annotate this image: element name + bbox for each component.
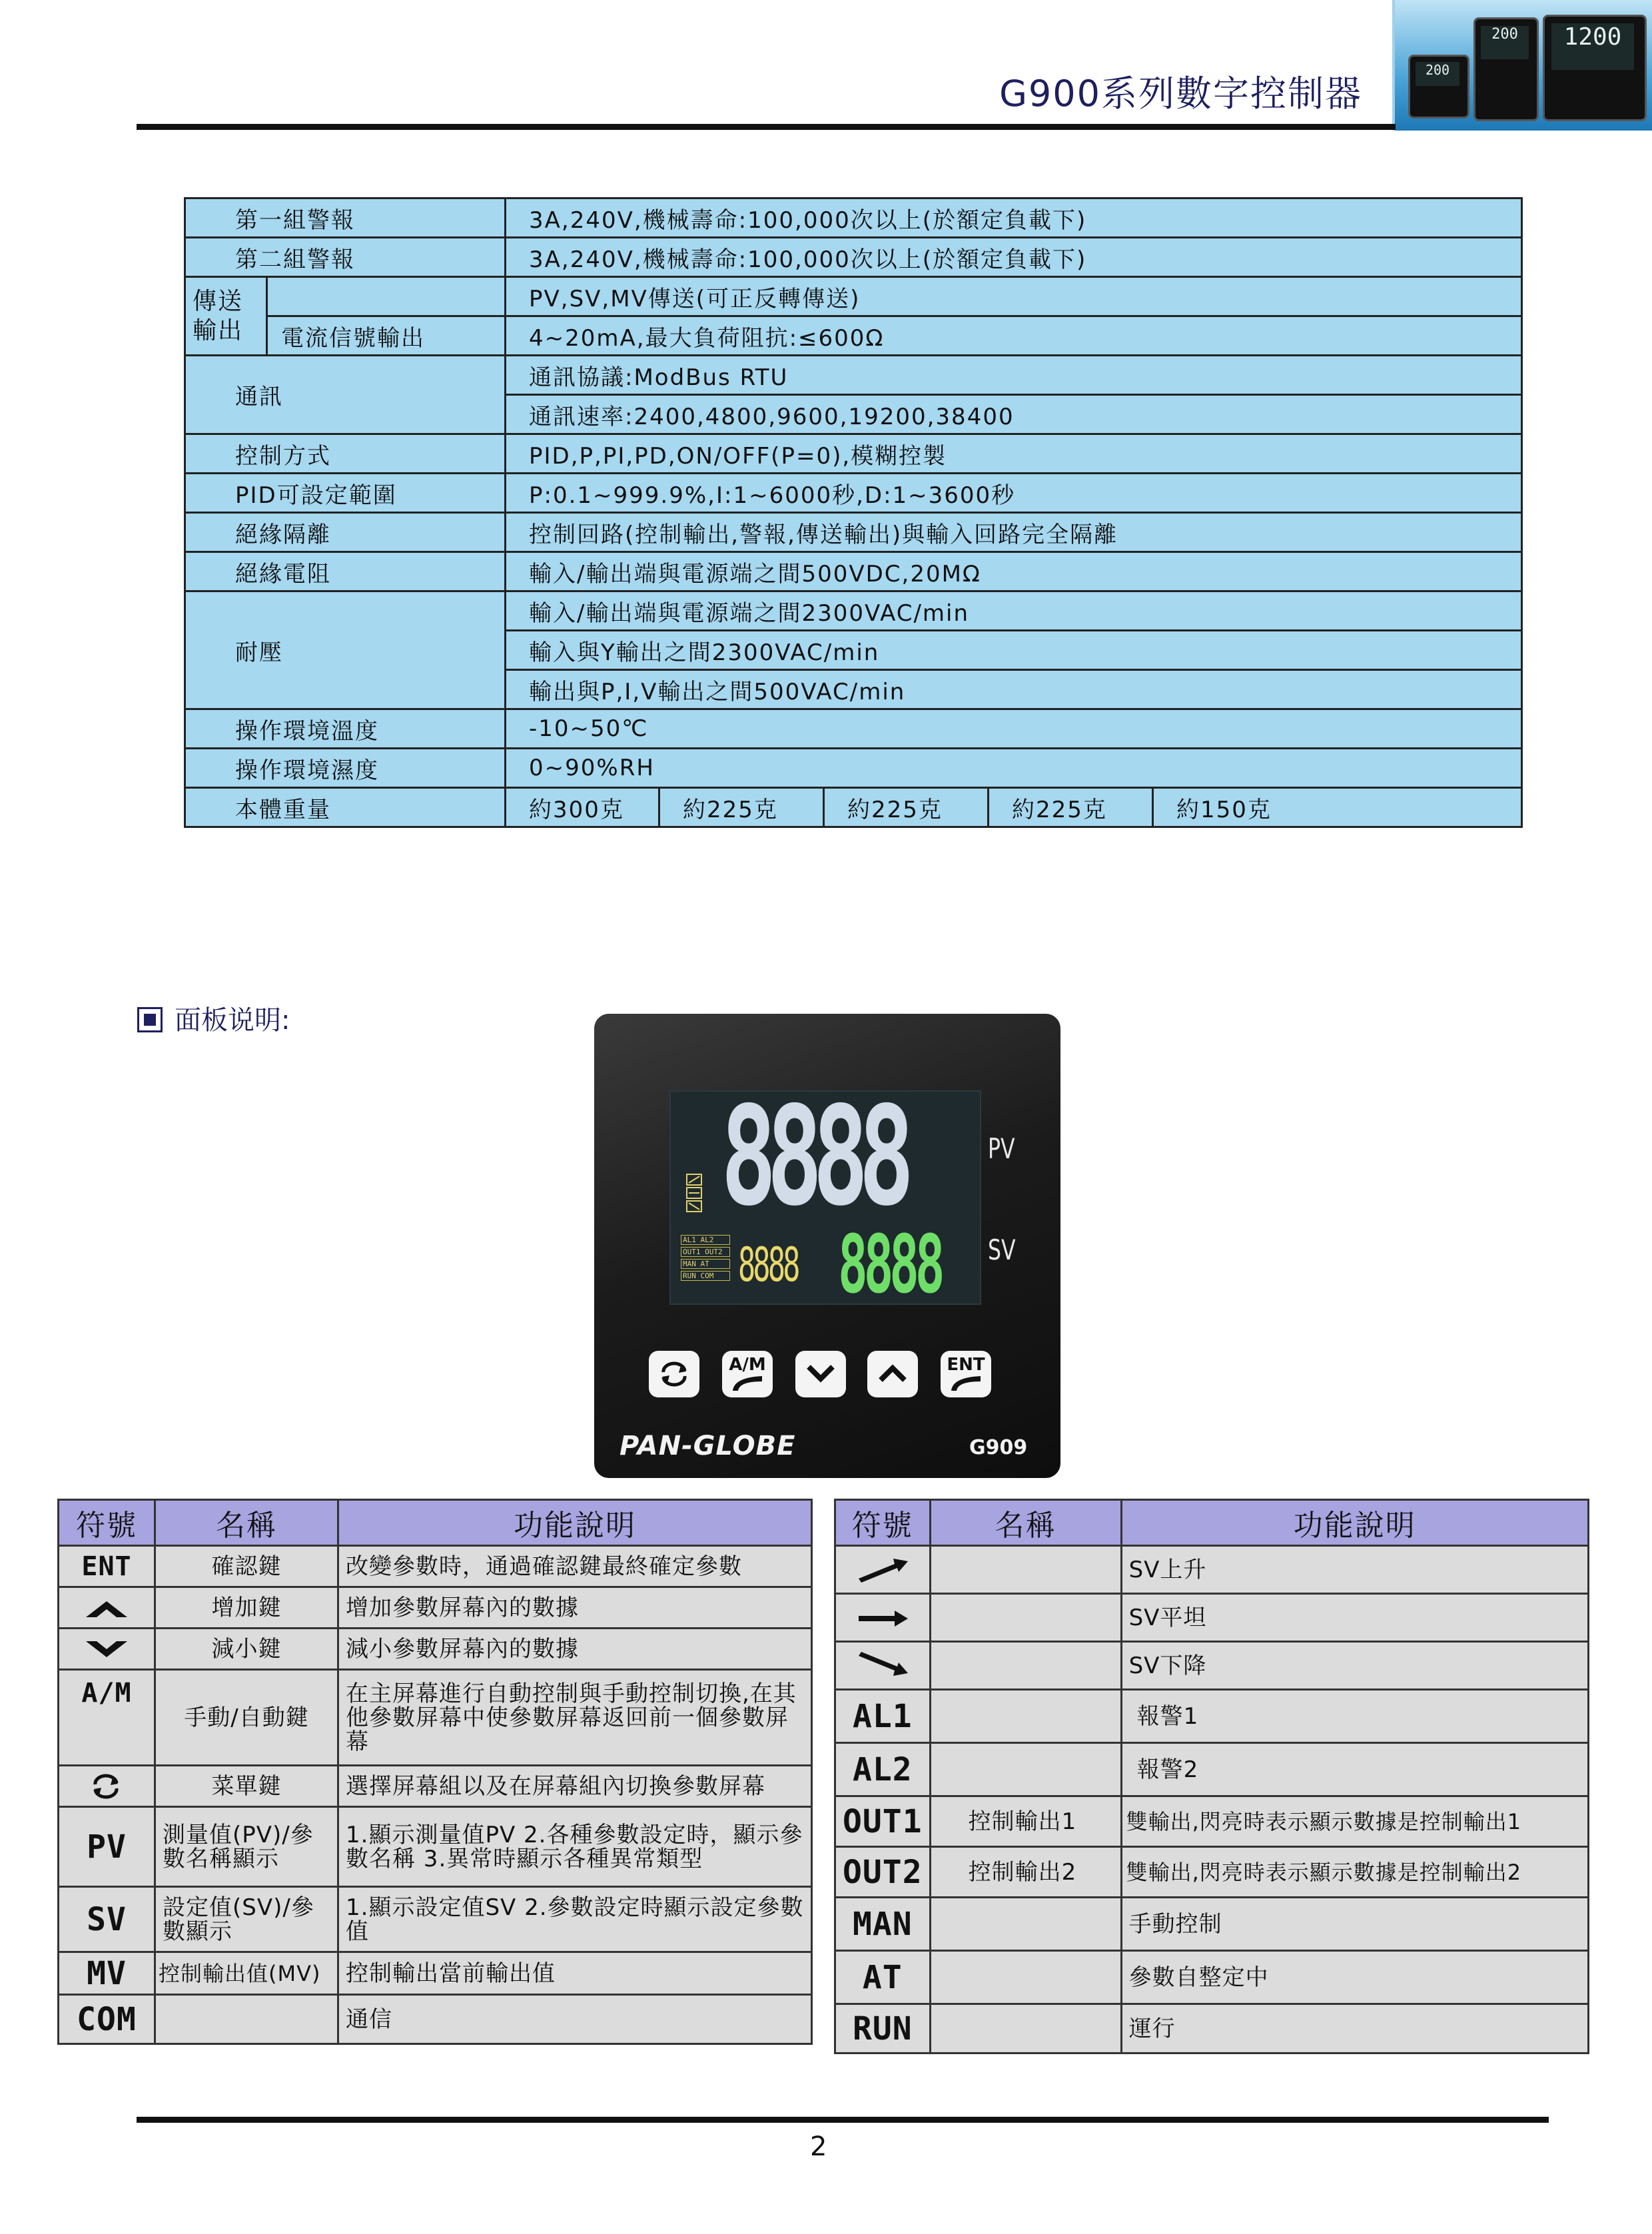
chevron-up-icon: [875, 1359, 910, 1389]
name-cell: [930, 1951, 1121, 2004]
table-row: [835, 1594, 1589, 1642]
spec-value: 3A,240V,機械壽命:100,000次以上(於額定負載下): [506, 238, 1522, 277]
spec-key: 通訊: [185, 356, 506, 434]
symbol-cell: [835, 1642, 931, 1690]
symbol-cell: ENT: [59, 1546, 155, 1587]
cycle-icon: [89, 1772, 125, 1799]
spec-value: 輸入/輸出端與電源端之間2300VAC/min: [506, 591, 1522, 631]
table-row: [185, 552, 1522, 591]
symbol-cell: [59, 1629, 155, 1670]
sv-digits: 8888: [838, 1219, 941, 1311]
thumb-display-medium: 200: [1481, 26, 1529, 59]
desc-cell: SV上升: [1121, 1546, 1588, 1594]
symbol-cell: [835, 1594, 931, 1642]
brand-logo: PAN-GLOBE: [620, 1431, 796, 1461]
spec-value: 4~20mA,最大負荷阻抗:≤600Ω: [506, 316, 1522, 356]
indicator-out: OUT1 OUT2: [681, 1247, 730, 1257]
symbol-cell: A/M: [59, 1670, 155, 1766]
table-row: [59, 1995, 812, 2044]
symbol-cell: [59, 1587, 155, 1629]
symbol-cell: [835, 1546, 931, 1594]
table-header-row: [59, 1500, 812, 1546]
desc-cell: 選擇屏幕組以及在屏幕組內切換參數屏幕: [338, 1766, 812, 1807]
name-cell: 控制輸出1: [930, 1796, 1121, 1847]
spec-value: P:0.1~999.9%,I:1~6000秒,D:1~3600秒: [506, 474, 1522, 513]
section-heading: [137, 999, 290, 1037]
symbol-cell: MAN: [835, 1898, 931, 1951]
name-cell: 手動/自動鍵: [155, 1670, 338, 1766]
chevron-down-icon: [803, 1359, 838, 1389]
table-row: [59, 1952, 812, 1995]
spec-value: -10~50℃: [506, 709, 1522, 749]
spec-table: [184, 197, 1523, 828]
spec-key: PID可設定範圍: [185, 474, 506, 513]
desc-cell: 改變參數時，通過確認鍵最終確定參數: [338, 1546, 812, 1587]
table-row: [835, 1951, 1589, 2004]
desc-cell: 通信: [338, 1995, 812, 2044]
desc-cell: SV下降: [1121, 1642, 1588, 1690]
column-header: 功能說明: [338, 1500, 812, 1546]
spec-value: 輸入與Y輸出之間2300VAC/min: [506, 631, 1522, 670]
table-row: [185, 474, 1522, 513]
desc-cell: 在主屏幕進行自動控制與手動控制切換,在其他參數屏幕中使參數屏幕返回前一個參數屏幕: [338, 1670, 812, 1766]
thumb-device-small: [1408, 55, 1469, 119]
spec-value: 0~90%RH: [506, 749, 1522, 788]
desc-cell: 報警2: [1121, 1743, 1588, 1796]
spec-value: PID,P,PI,PD,ON/OFF(P=0),模糊控製: [506, 434, 1522, 474]
table-row: [185, 709, 1522, 749]
table-row: [185, 513, 1522, 552]
spec-key: 耐壓: [185, 591, 506, 709]
cycle-icon: [657, 1359, 691, 1389]
column-header: 功能說明: [1121, 1500, 1588, 1546]
table-row: [59, 1587, 812, 1629]
table-row: [185, 198, 1522, 238]
spec-value: 輸出與P,I,V輸出之間500VAC/min: [506, 670, 1522, 709]
thumb-display-small: 200: [1416, 62, 1459, 86]
key-swoosh-icon: [949, 1373, 983, 1393]
desc-cell: 增加參數屏幕內的數據: [338, 1587, 812, 1629]
symbol-cell: AL2: [835, 1743, 931, 1796]
spec-value: PV,SV,MV傳送(可正反轉傳送): [506, 277, 1522, 316]
ent-key[interactable]: [941, 1351, 991, 1397]
indicator-run-com: RUN COM: [681, 1271, 730, 1281]
spec-value: 通訊速率:2400,4800,9600,19200,38400: [506, 395, 1522, 434]
down-arrow-icon: [83, 1640, 130, 1660]
symbol-cell: COM: [59, 1995, 155, 2044]
table-row: [835, 1690, 1589, 1743]
name-cell: 菜單鍵: [155, 1766, 338, 1807]
square-bullet-icon: [137, 1007, 163, 1032]
desc-cell: 雙輸出,閃亮時表示顯示數據是控制輸出2: [1121, 1847, 1588, 1898]
down-key[interactable]: [795, 1351, 846, 1397]
name-cell: 增加鍵: [155, 1587, 338, 1629]
status-indicators: [681, 1235, 730, 1283]
table-row: [185, 238, 1522, 277]
am-key[interactable]: [722, 1351, 773, 1397]
name-cell: 控制輸出2: [930, 1847, 1121, 1898]
weight-cell: 約300克: [506, 788, 659, 827]
trend-up-arrow-icon: [856, 1556, 909, 1583]
table-row: [835, 1898, 1589, 1951]
thumb-device-medium: [1473, 17, 1539, 121]
header-rule: [137, 124, 1396, 130]
desc-cell: 1.顯示設定值SV 2.參數設定時顯示設定參數值: [338, 1887, 812, 1952]
name-cell: [930, 1642, 1121, 1690]
table-row: [59, 1766, 812, 1807]
pv-label: PV: [988, 1132, 1015, 1165]
table-row: [59, 1629, 812, 1670]
name-cell: [155, 1995, 338, 2044]
table-row: [185, 316, 1522, 356]
symbol-cell: AT: [835, 1951, 931, 2004]
spec-value: 輸入/輸出端與電源端之間500VDC,20MΩ: [506, 552, 1522, 591]
desc-cell: 控制輸出當前輸出值: [338, 1952, 812, 1995]
table-row: [835, 1796, 1589, 1847]
indicator-function-table: [834, 1499, 1589, 2054]
menu-key[interactable]: [649, 1351, 699, 1397]
column-header: 名稱: [155, 1500, 338, 1546]
spec-key: 控制方式: [185, 434, 506, 474]
symbol-cell: MV: [59, 1952, 155, 1995]
symbol-cell: [59, 1766, 155, 1807]
table-row: [185, 749, 1522, 788]
desc-cell: 參數自整定中: [1121, 1951, 1588, 2004]
name-cell: [930, 1546, 1121, 1594]
spec-key: 絕緣電阻: [185, 552, 506, 591]
trend-down-arrow-icon: [856, 1652, 909, 1678]
table-row: [185, 356, 1522, 395]
symbol-cell: PV: [59, 1807, 155, 1887]
spec-value: 控制回路(控制輸出,警報,傳送輸出)與輸入回路完全隔離: [506, 513, 1522, 552]
column-header: 符號: [835, 1500, 931, 1546]
weight-cell: 約225克: [824, 788, 989, 827]
name-cell: 控制輸出值(MV): [155, 1952, 338, 1995]
thumb-device-large: [1543, 15, 1647, 121]
thumb-display-large: 1200: [1551, 23, 1634, 70]
table-header-row: [835, 1500, 1589, 1546]
spec-key: 第一組警報: [185, 198, 506, 238]
spec-key: 本體重量: [185, 788, 506, 827]
spec-key: 第二組警報: [185, 238, 506, 277]
name-cell: [930, 1743, 1121, 1796]
page-number: 2: [810, 2131, 827, 2162]
sv-label: SV: [988, 1234, 1016, 1266]
weight-cell: 約225克: [989, 788, 1153, 827]
spec-value: 3A,240V,機械壽命:100,000次以上(於額定負載下): [506, 198, 1522, 238]
weight-cell: 約150克: [1153, 788, 1522, 827]
spec-key: 操作環境濕度: [185, 749, 506, 788]
table-row: [185, 277, 1522, 316]
spec-key: 操作環境溫度: [185, 709, 506, 749]
spec-value: 通訊協議:ModBus RTU: [506, 356, 1522, 395]
name-cell: 確認鍵: [155, 1546, 338, 1587]
table-row: [59, 1807, 812, 1887]
symbol-cell: AL1: [835, 1690, 931, 1743]
key-swoosh-icon: [730, 1373, 765, 1393]
table-row: [185, 788, 1522, 827]
table-row: [835, 1743, 1589, 1796]
page-title: G900系列數字控制器: [999, 73, 1362, 115]
spec-key: 電流信號輸出: [267, 316, 506, 356]
name-cell: 設定值(SV)/參數顯示: [155, 1887, 338, 1952]
mv-digits: 8888: [738, 1238, 798, 1292]
desc-cell: 手動控制: [1121, 1898, 1588, 1951]
table-row: [185, 591, 1522, 631]
product-thumbnail: [1392, 0, 1652, 131]
desc-cell: SV平坦: [1121, 1594, 1588, 1642]
table-row: [835, 2004, 1589, 2053]
up-key[interactable]: [867, 1351, 918, 1397]
name-cell: [930, 2004, 1121, 2053]
key-function-table: [57, 1499, 813, 2045]
column-header: 符號: [59, 1500, 155, 1546]
name-cell: 減小鍵: [155, 1629, 338, 1670]
desc-cell: 雙輸出,閃亮時表示顯示數據是控制輸出1: [1121, 1796, 1588, 1847]
symbol-cell: OUT2: [835, 1847, 931, 1898]
name-cell: 測量值(PV)/參數名稱顯示: [155, 1807, 338, 1887]
indicator-man-at: MAN AT: [681, 1259, 730, 1269]
symbol-cell: OUT1: [835, 1796, 931, 1847]
spec-group-key: 傳送輸出: [185, 277, 267, 356]
section-heading-text: 面板说明:: [175, 1005, 290, 1036]
table-row: [59, 1887, 812, 1952]
table-row: [59, 1546, 812, 1587]
column-header: 名稱: [930, 1500, 1121, 1546]
model-label: G909: [969, 1436, 1028, 1459]
table-row: [835, 1546, 1589, 1594]
symbol-cell: RUN: [835, 2004, 931, 2053]
table-row: [59, 1670, 812, 1766]
footer-rule: [137, 2117, 1549, 2123]
up-arrow-icon: [83, 1599, 130, 1619]
ent-key-label: ENT: [947, 1355, 985, 1375]
direction-indicator-icons: [686, 1174, 703, 1216]
symbol-cell: SV: [59, 1887, 155, 1952]
spec-empty-cell: [267, 277, 506, 316]
indicator-al: AL1 AL2: [681, 1235, 730, 1245]
spec-key: 絕緣隔離: [185, 513, 506, 552]
table-row: [185, 434, 1522, 474]
name-cell: [930, 1594, 1121, 1642]
trend-flat-arrow-icon: [856, 1609, 909, 1629]
table-row: [835, 1847, 1589, 1898]
desc-cell: 報警1: [1121, 1690, 1588, 1743]
name-cell: [930, 1898, 1121, 1951]
am-key-label: A/M: [729, 1355, 766, 1375]
desc-cell: 1.顯示測量值PV 2.各種參數設定時，顯示參數名稱 3.異常時顯示各種異常類型: [338, 1807, 812, 1887]
pv-digits: 8888: [721, 1078, 905, 1236]
desc-cell: 運行: [1121, 2004, 1588, 2053]
name-cell: [930, 1690, 1121, 1743]
table-row: [835, 1642, 1589, 1690]
desc-cell: 減小參數屏幕內的數據: [338, 1629, 812, 1670]
weight-cell: 約225克: [659, 788, 824, 827]
